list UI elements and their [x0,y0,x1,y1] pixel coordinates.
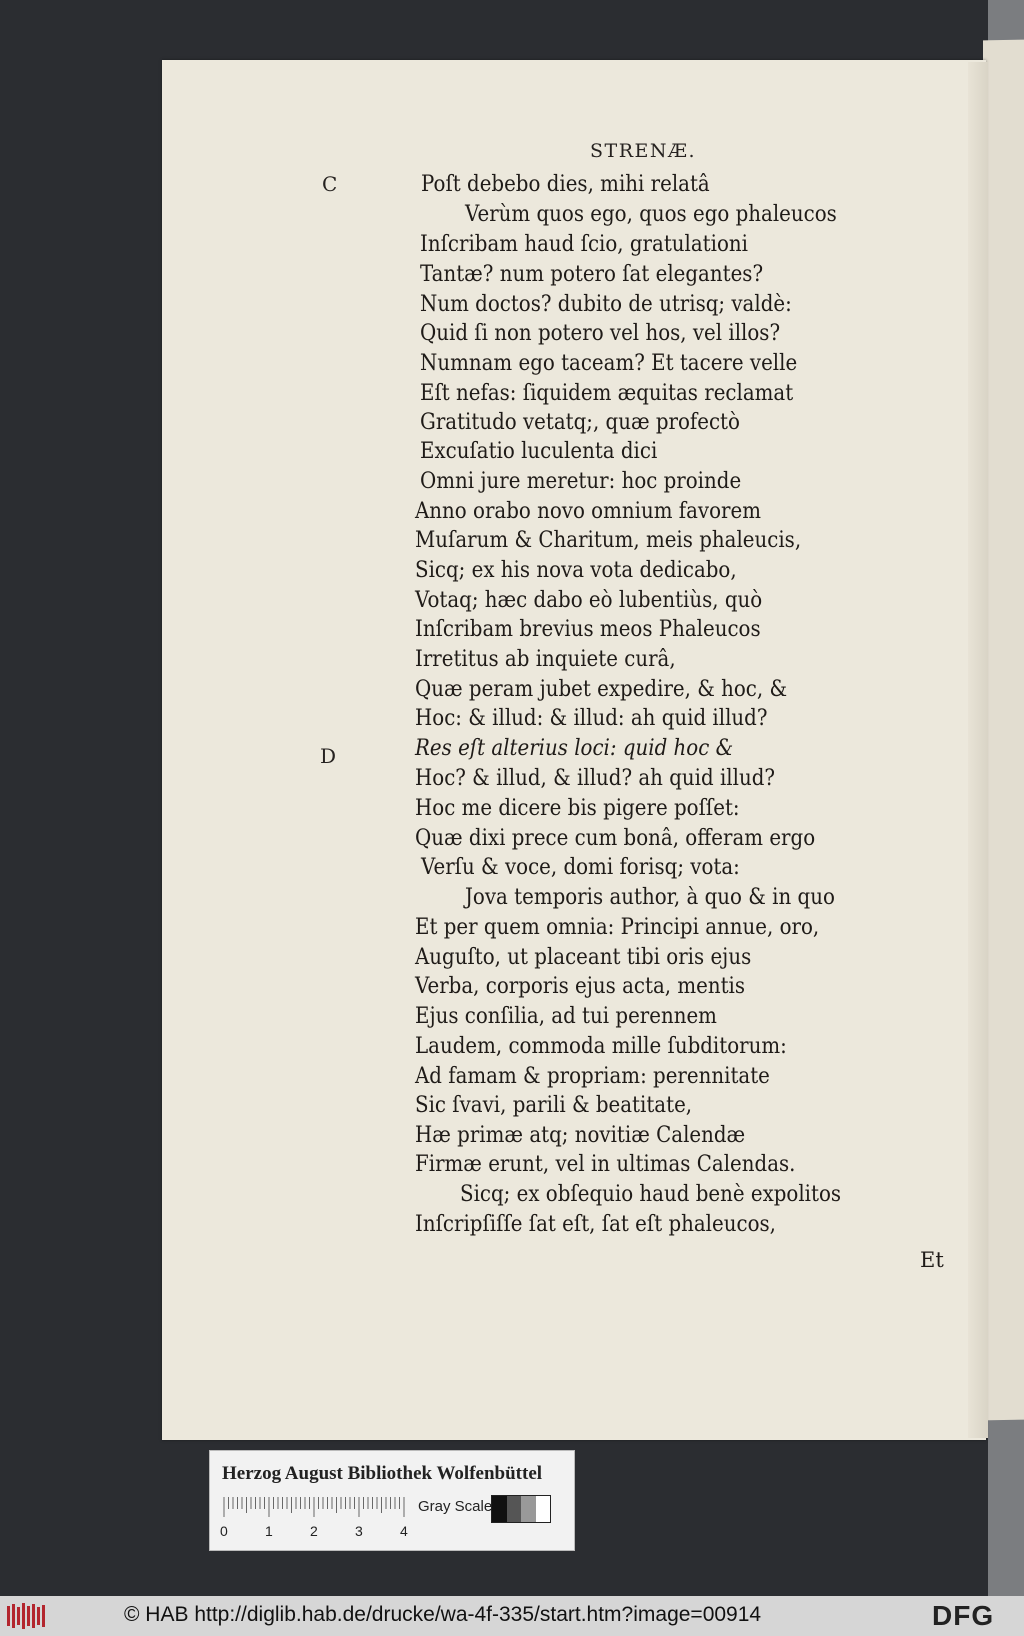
poem-line: Firmæ erunt, vel in ultimas Calendas. [415,1151,796,1177]
poem-line: Sicq; ex his nova vota dedicabo, [415,557,737,583]
poem-line: Jova temporis author, à quo & in quo [465,884,835,910]
poem-line: Inſcripſiſſe ſat eſt, ſat eſt phaleucos, [415,1211,776,1237]
poem-line: Sicq; ex obſequio haud benè expolitos [460,1181,842,1207]
poem-line: Hæ primæ atq; novitiæ Calendæ [415,1122,746,1148]
poem-line: Ad famam & propriam: perennitate [415,1063,770,1089]
running-head: STRENÆ. [590,140,697,162]
poem-line: Muſarum & Charitum, meis phaleucis, [415,527,802,553]
copyright-link[interactable]: © HAB http://diglib.hab.de/drucke/wa-4f-335/start.htm?image=00914 [124,1603,762,1626]
poem-line: Verùm quos ego, quos ego phaleucos [465,201,837,227]
poem-line: Inſcribam haud ſcio, gratulationi [420,231,748,257]
poem-line: Omni jure meretur: hoc proinde [420,468,742,494]
poem-line: Res eſt alterius loci: quid hoc & [415,735,734,761]
poem-line: Quæ dixi prece cum bonâ, offeram ergo [415,825,816,851]
poem-line: Numnam ego taceam? Et tacere velle [420,350,798,376]
poem-line: Sic ſvavi, parili & beatitate, [415,1092,693,1118]
poem-line: Inſcribam brevius meos Phaleucos [415,616,761,642]
poem-line: Hoc? & illud, & illud? ah quid illud? [415,765,775,791]
poem-line: Auguſto, ut placeant tibi oris ejus [415,944,752,970]
poem-line: Num doctos? dubito de utrisq; valdè: [420,291,792,317]
ruler-number: 3 [355,1523,363,1539]
poem-line: Eſt nefas: ſiquidem æquitas reclamat [420,380,794,406]
poem-line: Excuſatio luculenta dici [420,438,658,464]
poem-line: Votaq; hæc dabo eò lubentiùs, quò [415,587,763,613]
ruler-number: 4 [400,1523,408,1539]
poem-line: Ejus conſilia, ad tui perennem [415,1003,717,1029]
page-gutter-shadow [968,62,988,1438]
poem-line: Verſu & voce, domi forisq; vota: [421,854,740,880]
ruler-number: 1 [265,1523,273,1539]
margin-letter-d: D [320,744,337,768]
poem-line: Anno orabo novo omnium favorem [415,498,761,524]
poem-line: Tantæ? num potero ſat elegantes? [420,261,764,287]
poem-line: Et per quem omnia: Principi annue, oro, [415,914,820,940]
dfg-logo: DFG [932,1600,995,1631]
catchword: Et [920,1248,944,1272]
poem-line: Quæ peram jubet expedire, & hoc, & [415,676,788,702]
hab-logo-icon [6,1602,46,1630]
poem-line: Poſt debebo dies, mihi relatâ [421,171,710,197]
library-color-card [209,1450,575,1551]
gray-scale-label: Gray Scale [418,1498,493,1515]
poem-line: Hoc me dicere bis pigere poſſet: [415,795,740,821]
poem-line: Quid ſi non potero vel hos, vel illos? [420,320,781,346]
margin-letter-c: C [322,172,338,196]
facing-page-edge [983,40,1024,1421]
ruler-number: 2 [310,1523,318,1539]
poem-line: Irretitus ab inquiete curâ, [415,646,676,672]
gray-scale-swatch [491,1495,551,1523]
poem-line: Verba, corporis ejus acta, mentis [415,973,746,999]
poem-line: Laudem, commoda mille ſubditorum: [415,1033,787,1059]
ruler-number: 0 [220,1523,228,1539]
library-name: Herzog August Bibliothek Wolfenbüttel [222,1463,543,1484]
footer-bar [0,1596,1024,1636]
poem-line: Hoc: & illud: & illud: ah quid illud? [415,705,768,731]
poem-line: Gratitudo vetatq;, quæ profectò [420,409,740,435]
scale-ruler [222,1497,408,1519]
